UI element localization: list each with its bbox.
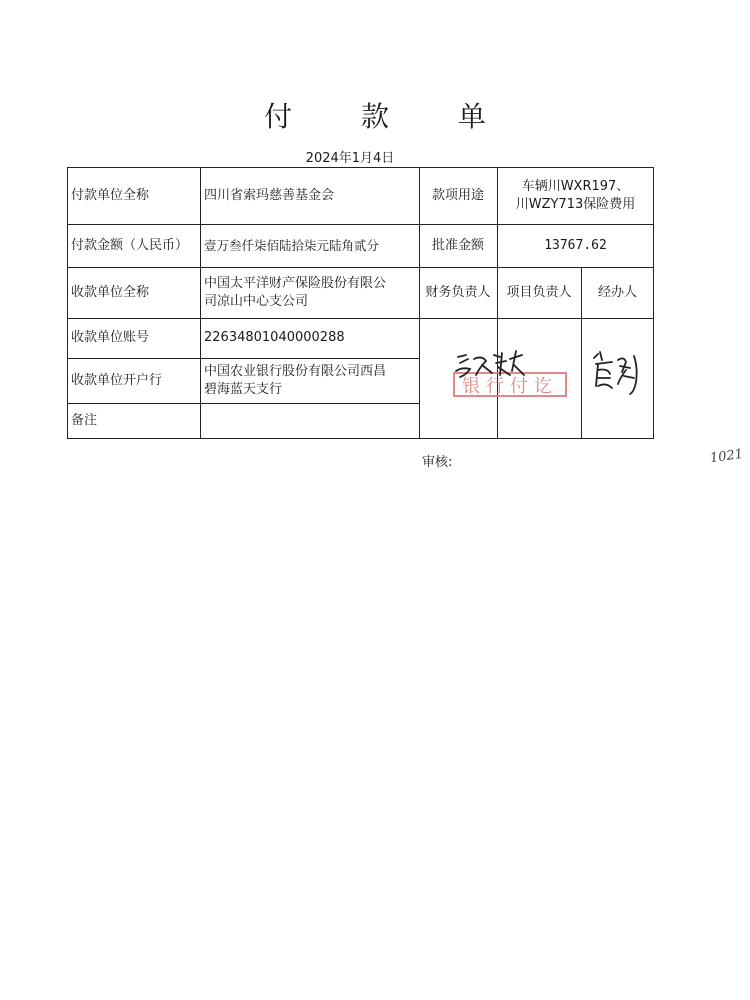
amount-cn-label: 付款金额（人民币） — [71, 237, 189, 253]
approved-value: 13767.62 — [544, 237, 607, 253]
payee-line-2: 司凉山中心支公司 — [204, 293, 309, 309]
handler-role: 经办人 — [597, 284, 637, 300]
handler-signature — [590, 348, 646, 400]
payee-label: 收款单位全称 — [71, 284, 150, 300]
bank-paid-stamp: 银行付讫 — [453, 372, 567, 397]
approved-label: 批准金额 — [431, 237, 484, 253]
voucher-table — [67, 167, 654, 439]
review-label: 审核: — [422, 455, 453, 470]
account-value: 22634801040000288 — [204, 330, 345, 345]
purpose-label: 款项用途 — [431, 187, 484, 203]
payee-value — [200, 267, 419, 318]
purpose-line-1: 车辆川WXR197、 — [521, 178, 630, 194]
amount-cn-value: 壹万叁仟柒佰陆拾柒元陆角贰分 — [204, 237, 380, 253]
finance-signature — [452, 345, 532, 385]
payee-line-1: 中国太平洋财产保险股份有限公 — [204, 275, 387, 291]
account-label: 收款单位账号 — [71, 330, 150, 345]
bank-value — [200, 358, 419, 403]
project-role: 项目负责人 — [506, 284, 572, 300]
note-label: 备注 — [71, 412, 98, 428]
purpose-value — [497, 167, 654, 224]
bank-label: 收款单位开户行 — [71, 372, 163, 388]
payer-value: 四川省索玛慈善基金会 — [204, 187, 335, 203]
bank-line-1: 中国农业银行股份有限公司西昌 — [204, 363, 387, 379]
note-value — [200, 403, 419, 438]
purpose-line-2: 川WZY713保险费用 — [515, 196, 636, 212]
finance-role: 财务负责人 — [425, 284, 491, 300]
document-date: 2024年1月4日 — [305, 151, 395, 166]
bank-line-2: 碧海蓝天支行 — [204, 381, 283, 397]
payer-label: 付款单位全称 — [71, 187, 150, 203]
document-title: 付 款 单 — [264, 100, 516, 133]
margin-handwritten-note: 1021 — [709, 446, 744, 467]
